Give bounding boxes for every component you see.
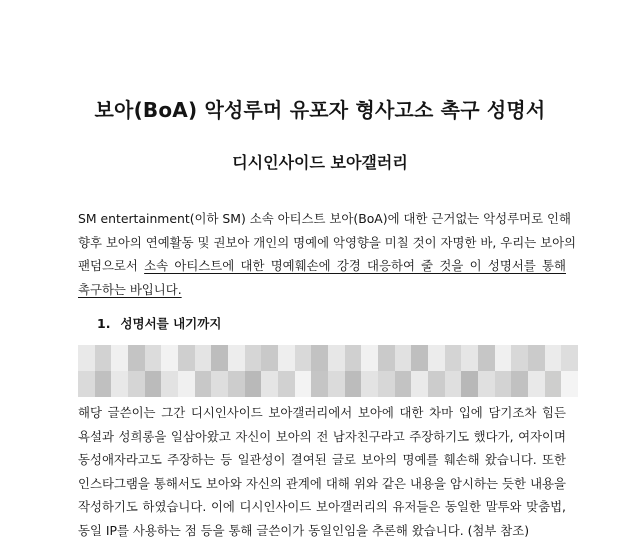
redaction-pixel — [378, 371, 395, 397]
intro-paragraph — [78, 207, 577, 301]
document-subtitle: 디시인사이드 보아갤러리 — [232, 153, 408, 172]
redaction-pixel — [561, 345, 578, 371]
redaction-pixel — [445, 345, 462, 371]
redaction-pixel — [511, 345, 528, 371]
redaction-pixel — [295, 371, 312, 397]
redaction-pixel — [328, 371, 345, 397]
redaction-pixel — [528, 345, 545, 371]
redaction-pixel — [428, 345, 445, 371]
body-line: 해당 글쓴이는 그간 디시인사이드 보아갤러리에서 보아에 대한 차마 입에 담기조차 힘든 — [78, 405, 566, 420]
redaction-pixel — [295, 345, 312, 371]
redaction-pixel — [395, 345, 412, 371]
redaction-pixel — [345, 345, 362, 371]
redaction-pixel — [178, 371, 195, 397]
redaction-pixel — [511, 371, 528, 397]
redaction-pixel — [478, 345, 495, 371]
redaction-pixel — [411, 345, 428, 371]
underlined-statement: 소속 아티스트에 대한 명예훼손에 강경 대응하여 줄 것을 이 성명서를 통해 — [144, 258, 566, 273]
redaction-pixel — [495, 345, 512, 371]
redaction-pixel — [278, 345, 295, 371]
redaction-pixel — [111, 371, 128, 397]
redaction-pixel — [111, 345, 128, 371]
redaction-pixel — [145, 371, 162, 397]
intro-line — [78, 254, 566, 278]
redaction-pixel — [311, 345, 328, 371]
redaction-pixel — [328, 345, 345, 371]
redaction-pixel — [545, 371, 562, 397]
section-heading — [97, 314, 221, 332]
intro-line: 향후 보아의 연예활동 및 권보아 개인의 명예에 악영향을 미칠 것이 자명한 바, 우리는 보아의 — [78, 234, 577, 250]
redaction-pixel — [245, 371, 262, 397]
redaction-pixel — [445, 371, 462, 397]
redaction-pixel — [261, 345, 278, 371]
intro-line-text: 팬덤으로서 — [78, 258, 138, 273]
redaction-pixel — [161, 371, 178, 397]
body-line: 작성하기도 하였습니다. 이에 디시인사이드 보아갤러리의 유저들은 동일한 말투와 맞춤법, — [78, 499, 566, 515]
redaction-pixel — [411, 371, 428, 397]
redaction-pixel — [278, 371, 295, 397]
redaction-pixel — [95, 371, 112, 397]
redaction-pixel — [361, 345, 378, 371]
redaction-row — [78, 371, 578, 397]
pixelated-redaction — [78, 345, 578, 397]
redaction-pixel — [461, 371, 478, 397]
redaction-pixel — [211, 345, 228, 371]
redaction-pixel — [195, 345, 212, 371]
redaction-pixel — [495, 371, 512, 397]
redaction-pixel — [428, 371, 445, 397]
redaction-pixel — [228, 371, 245, 397]
redaction-pixel — [361, 371, 378, 397]
redaction-pixel — [395, 371, 412, 397]
intro-line — [78, 278, 566, 302]
redaction-pixel — [478, 371, 495, 397]
body-line: 동성애자라고도 주장하는 등 일관성이 결여된 글로 보아의 명예를 훼손해 왔습니다. 또한 — [78, 452, 566, 468]
body-line: 동일 IP를 사용하는 점 등을 통해 글쓴이가 동일인임을 추론해 왔습니다. (첨부 참조) — [78, 522, 530, 538]
redaction-pixel — [261, 371, 278, 397]
underlined-statement: 촉구하는 바입니다. — [78, 281, 182, 297]
redaction-row — [78, 345, 578, 371]
redaction-pixel — [145, 345, 162, 371]
body-line: 욕설과 성희롱을 일삼아왔고 자신이 보아의 전 남자친구라고 주장하기도 했다가, 여자이며 — [78, 428, 566, 444]
document-title: 보아(BoA) 악성루머 유포자 형사고소 촉구 성명서 — [94, 98, 546, 122]
redaction-pixel — [378, 345, 395, 371]
redaction-pixel — [95, 345, 112, 371]
redaction-pixel — [345, 371, 362, 397]
redaction-pixel — [78, 371, 95, 397]
redaction-pixel — [228, 345, 245, 371]
redaction-pixel — [161, 345, 178, 371]
redaction-pixel — [561, 371, 578, 397]
redaction-pixel — [78, 345, 95, 371]
redaction-pixel — [128, 345, 145, 371]
redaction-pixel — [528, 371, 545, 397]
body-paragraph — [78, 401, 566, 543]
redaction-pixel — [128, 371, 145, 397]
section-number: 1. — [97, 316, 111, 331]
redaction-pixel — [178, 345, 195, 371]
section-title: 성명서를 내기까지 — [120, 316, 222, 331]
redaction-pixel — [211, 371, 228, 397]
redaction-pixel — [545, 345, 562, 371]
body-line: 인스타그램을 통해서도 보아와 자신의 관계에 대해 위와 같은 내용을 암시하는 듯한 내용을 — [78, 475, 566, 491]
intro-line: SM entertainment(이하 SM) 소속 아티스트 보아(BoA)에 대한 근거없는 악성루머로 인해 — [78, 211, 571, 226]
redaction-pixel — [195, 371, 212, 397]
redaction-pixel — [461, 345, 478, 371]
redaction-pixel — [311, 371, 328, 397]
redaction-pixel — [245, 345, 262, 371]
